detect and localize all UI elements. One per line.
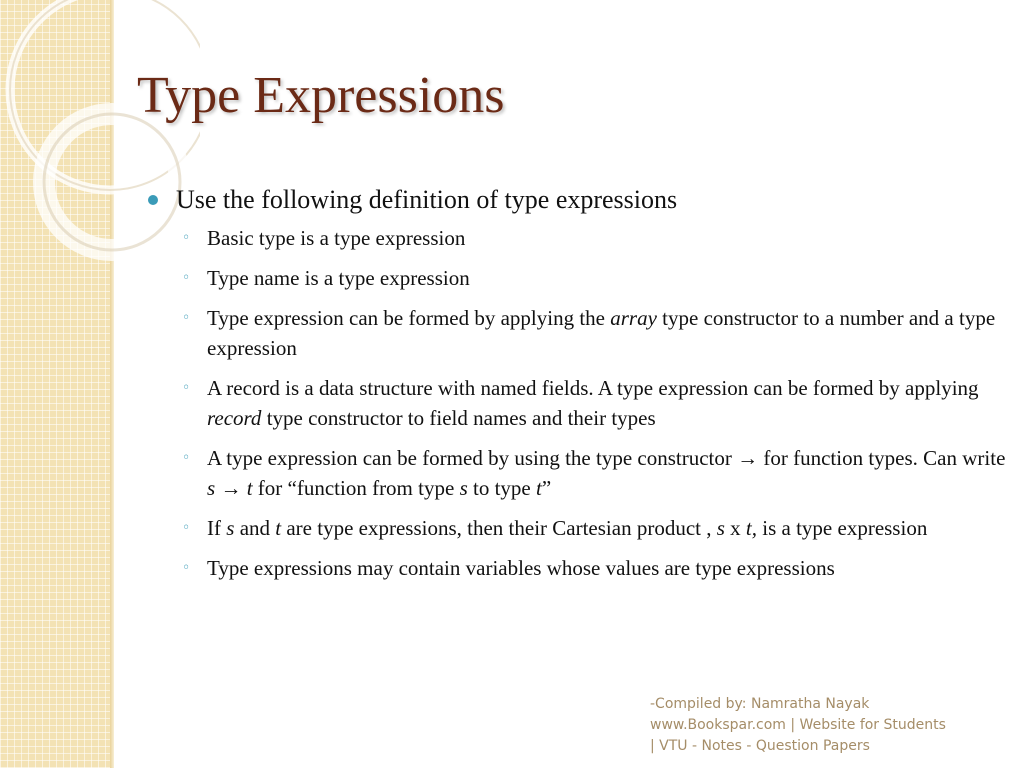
bullet-text: → — [215, 476, 247, 500]
hollow-bullet-icon: ◦ — [182, 230, 191, 246]
sub-bullet-item — [178, 553, 1018, 583]
main-bullet-text: Use the following definition of type expressions — [176, 185, 678, 214]
bullet-text: x — [724, 516, 746, 540]
bullet-text: type constructor to field names and their types — [261, 406, 656, 430]
sub-bullet-item — [178, 223, 1018, 253]
footer-line-1: -Compiled by: Namratha Nayak — [650, 696, 870, 712]
italic-term: record — [207, 406, 262, 430]
bullet-content — [148, 183, 1018, 593]
bullet-text: If — [207, 516, 227, 540]
italic-term: t — [275, 516, 282, 540]
bullet-text: ” — [541, 476, 552, 500]
sub-bullet-item — [178, 373, 1018, 433]
bullet-text: Type name is a type expression — [207, 266, 470, 290]
sub-bullet-item — [178, 303, 1018, 363]
hollow-bullet-icon: ◦ — [182, 560, 191, 576]
italic-term: t, — [745, 516, 758, 540]
footer-line-2: www.Bookspar.com | Website for Students — [650, 717, 946, 733]
italic-term: t — [246, 476, 253, 500]
italic-term: t — [536, 476, 542, 500]
main-bullet — [148, 183, 1018, 217]
bullet-text: are type expressions, then their Cartesian product , — [281, 516, 717, 540]
hollow-bullet-icon: ◦ — [182, 380, 191, 396]
italic-term: s — [226, 516, 235, 540]
bullet-text: Basic type is a type expression — [207, 226, 466, 250]
italic-term: s — [207, 476, 216, 500]
italic-term: s — [716, 516, 725, 540]
bullet-text: for “function from type — [252, 476, 460, 500]
hollow-bullet-icon: ◦ — [182, 270, 191, 286]
sub-bullet-item — [178, 263, 1018, 293]
footer-line-3: | VTU - Notes - Question Papers — [650, 738, 870, 754]
italic-term: array — [610, 306, 657, 330]
bullet-text: and — [234, 516, 276, 540]
hollow-bullet-icon: ◦ — [182, 520, 191, 536]
bullet-text: to type — [467, 476, 536, 500]
bullet-text: Type expressions may contain variables whose values are type expressions — [207, 556, 835, 580]
bullet-text: Type expression can be formed by applying the — [207, 306, 611, 330]
italic-term: s — [459, 476, 468, 500]
slide-title: Type Expressions — [137, 67, 505, 124]
bullet-text: A record is a data structure with named fields. A type expression can be formed by applying — [207, 376, 979, 400]
bullet-text: type constructor to a number and a type expression — [207, 306, 996, 360]
bullet-dot-icon — [148, 195, 158, 205]
bullet-text: is a type expression — [757, 516, 928, 540]
sub-bullet-item — [178, 443, 1018, 503]
sub-bullet-list — [178, 223, 1018, 583]
hollow-bullet-icon: ◦ — [182, 450, 191, 466]
footer-credits — [650, 694, 946, 757]
sub-bullet-item — [178, 513, 1018, 543]
bullet-text: A type expression can be formed by using the type constructor → for function types. Can write — [207, 446, 1006, 470]
hollow-bullet-icon: ◦ — [182, 310, 191, 326]
